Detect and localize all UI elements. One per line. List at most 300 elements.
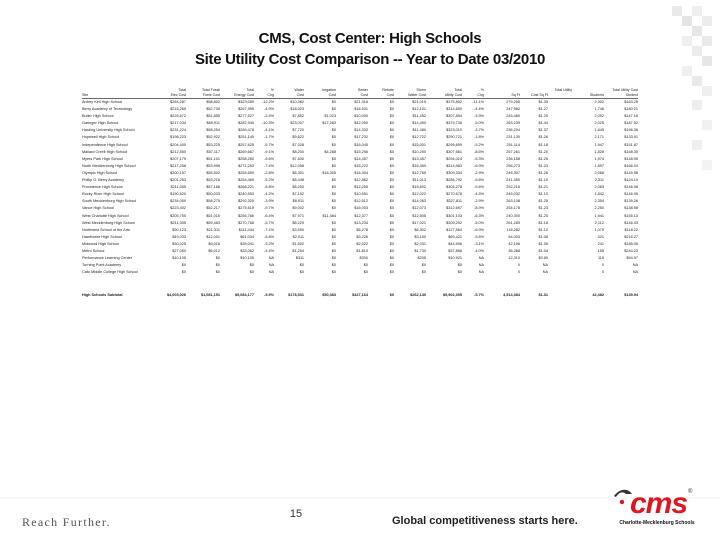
table-cell: $0 <box>249 270 254 275</box>
table-cell: Rocky River High School <box>82 192 124 197</box>
table-cell: NA <box>478 256 484 261</box>
total-cell: 42,482 <box>592 293 604 298</box>
table-cell: $11,480 <box>412 128 426 133</box>
table-cell: $0 <box>389 256 394 261</box>
total-cell: $50,383 <box>322 293 336 298</box>
table-cell: $225,672 <box>170 114 186 119</box>
table-cell: $12,058 <box>290 163 304 168</box>
table-cell: $50,033 <box>206 192 220 197</box>
table-cell: $16,003 <box>354 206 368 211</box>
table-cell: $292,325 <box>238 199 254 204</box>
table-cell: NA <box>268 256 274 261</box>
table-cell: $0 <box>331 142 336 147</box>
reach-further-logo: Reach Further. <box>22 515 111 529</box>
table-cell: $185.05 <box>624 241 638 246</box>
table-cell: $146.95 <box>624 192 638 197</box>
table-cell: $198,223 <box>170 135 186 140</box>
header-cell: Cost Sq Ft <box>531 92 548 97</box>
table-cell: $37,856 <box>448 248 462 253</box>
table-cell: $307,661 <box>446 149 462 154</box>
table-row <box>82 191 638 198</box>
total-cell: $1,081,151 <box>200 293 220 298</box>
table-cell: $11,484 <box>322 213 336 218</box>
table-row <box>82 120 638 127</box>
table-cell: NA <box>268 270 274 275</box>
table-cell: 1,974 <box>594 156 604 161</box>
table-cell <box>548 156 572 163</box>
table-cell <box>548 234 572 241</box>
table-cell: $3,150 <box>414 234 426 239</box>
table-cell: $271,253 <box>238 163 254 168</box>
table-cell: 263,108 <box>506 199 520 204</box>
table-cell <box>548 142 572 149</box>
table-cell: 2,302 <box>594 100 604 104</box>
table-cell: $0 <box>331 248 336 253</box>
table-cell: $301,103 <box>446 213 462 218</box>
table-cell: $231,224 <box>170 128 186 133</box>
table-cell: 236,204 <box>506 128 520 133</box>
table-cell: $0 <box>389 142 394 147</box>
table-cell: Hawthorne High School <box>82 234 122 239</box>
table-cell: $294,024 <box>446 156 462 161</box>
table-cell: $0 <box>389 178 394 183</box>
header-cell: Cost <box>386 92 394 97</box>
table-cell: $9,622 <box>292 135 304 140</box>
table-cell: $27,050 <box>172 248 186 253</box>
header-cell: Elec Cost <box>170 92 186 97</box>
table-cell: 2,171 <box>594 135 604 140</box>
table-cell: -3.2% <box>264 241 274 246</box>
table-cell: -2.9% <box>474 170 484 175</box>
table-cell: $139.26 <box>624 199 638 204</box>
table-cell: -5.8% <box>264 234 274 239</box>
table-cell: $4,288 <box>324 149 336 154</box>
table-row <box>82 205 638 212</box>
table-cell: $118.22 <box>624 227 638 232</box>
table-cell: -11.1% <box>472 100 484 104</box>
table-row <box>82 198 638 205</box>
table-cell: $0 <box>389 100 394 104</box>
table-cell <box>548 213 572 220</box>
table-cell: -2.4% <box>264 114 274 119</box>
table-cell: -4.1% <box>264 128 274 133</box>
header-cell: Energy Cost <box>234 92 254 97</box>
table-cell: $0 <box>421 263 426 268</box>
table-cell: $0 <box>389 241 394 246</box>
table-cell: $13,234 <box>354 220 368 225</box>
table-cell: $1.26 <box>538 170 548 175</box>
total-cell: -5.9% <box>264 293 274 298</box>
table-cell: $0 <box>181 270 186 275</box>
table-row <box>82 156 638 163</box>
table-cell: Mallard Creek High School <box>82 149 128 154</box>
table-cell: $1.25 <box>538 199 548 204</box>
header-cell: Rebate <box>382 88 394 92</box>
table-cell: $0.89 <box>538 256 548 261</box>
table-cell: $127,564 <box>446 227 462 232</box>
table-cell: $0 <box>331 263 336 268</box>
table-cell: $0 <box>389 156 394 161</box>
table-cell: $52,217 <box>206 206 220 211</box>
table-row <box>82 170 638 177</box>
table-cell: $0 <box>389 114 394 119</box>
table-cell: $12,512 <box>354 199 368 204</box>
table-cell: $21,015 <box>412 100 426 104</box>
table-cell: 261,289 <box>506 220 520 225</box>
table-cell: 1,897 <box>594 163 604 168</box>
table-cell: 256,273 <box>506 163 520 168</box>
total-cell: $4,003,026 <box>166 293 186 298</box>
table-cell: $0 <box>389 220 394 225</box>
table-cell: $10,921 <box>448 256 462 261</box>
table-cell: $146.08 <box>624 185 638 190</box>
table-cell: $0 <box>389 107 394 112</box>
table-cell: $0 <box>389 227 394 232</box>
table-cell: $12,722 <box>412 135 426 140</box>
table-cell: -2.9% <box>474 199 484 204</box>
table-cell: $0 <box>249 263 254 268</box>
table-cell: -4.9% <box>264 107 274 112</box>
table-cell: 0 <box>517 270 520 275</box>
table-cell <box>548 120 572 127</box>
page-subtitle: Site Utility Cost Comparison -- Year to Date 03/2010 <box>194 51 546 68</box>
total-cell <box>548 292 572 299</box>
table-cell: $12,022 <box>412 192 426 197</box>
table-cell: Ardrey Kell High School <box>82 100 123 104</box>
table-cell: $304,278 <box>446 185 462 190</box>
table-cell: $0 <box>389 248 394 253</box>
table-cell: $0 <box>331 192 336 197</box>
header-cell: Chg <box>477 92 484 97</box>
table-cell: 2,354 <box>594 199 604 204</box>
table-cell: $58,275 <box>206 199 220 204</box>
table-cell: 236,158 <box>506 156 520 161</box>
table-cell: $16,531 <box>354 107 368 112</box>
table-row <box>82 241 638 248</box>
table-cell <box>548 184 572 191</box>
table-cell <box>548 248 572 255</box>
table-cell: North Mecklenburg High School <box>82 163 136 168</box>
table-cell: -4.0% <box>474 248 484 253</box>
table-row <box>82 127 638 134</box>
table-cell: $0 <box>331 256 336 261</box>
table-cell <box>548 170 572 177</box>
table-cell: $1.19 <box>538 178 548 183</box>
table-cell: $375,802 <box>446 100 462 104</box>
table-cell: $207,179 <box>170 156 186 161</box>
table-cell: $1.04 <box>538 248 548 253</box>
table-cell: Independence High School <box>82 142 128 147</box>
table-cell: $1.08 <box>538 234 548 239</box>
table-cell: $10,951 <box>354 192 368 197</box>
table-cell: $7,971 <box>292 213 304 218</box>
table-cell: $327,811 <box>446 199 462 204</box>
table-cell: 263,239 <box>506 121 520 126</box>
table-cell: $12,765 <box>412 170 426 175</box>
table-cell: -6.4% <box>264 213 274 218</box>
table-cell: 2,025 <box>594 121 604 126</box>
table-cell: $52,922 <box>206 135 220 140</box>
table-cell: $215,265 <box>170 107 186 112</box>
table-cell: $155.13 <box>624 213 638 218</box>
table-cell: $8,448 <box>292 178 304 183</box>
table-cell: $17,021 <box>412 220 426 225</box>
table-cell: -5.2% <box>474 142 484 147</box>
table-cell: $0 <box>389 234 394 239</box>
total-cell: $5,084,177 <box>234 293 254 298</box>
header-cell: % <box>270 88 274 92</box>
cms-logo-subtext: Charlotte-Mecklenburg Schools <box>619 520 695 526</box>
table-cell: $16,305 <box>322 170 336 175</box>
total-cell: $139.94 <box>624 293 638 298</box>
table-cell: 279,255 <box>506 100 520 104</box>
table-cell: $1.23 <box>538 206 548 211</box>
table-cell: $14,332 <box>354 128 368 133</box>
table-cell: 254,178 <box>506 206 520 211</box>
table-cell: 2,083 <box>594 185 604 190</box>
table-cell: 1,947 <box>594 142 604 147</box>
table-row <box>82 220 638 227</box>
table-cell: $15,256 <box>354 149 368 154</box>
table-cell: $8,200 <box>292 149 304 154</box>
table-cell: $17,283 <box>322 121 336 126</box>
table-cell: South Mecklenburg High School <box>82 199 137 204</box>
table-cell: $201,253 <box>170 178 186 183</box>
table-cell: $10,105 <box>240 256 254 261</box>
table-cell: -7.1% <box>264 227 274 232</box>
table-cell: $90,123 <box>172 227 186 232</box>
table-cell: $7,028 <box>292 142 304 147</box>
table-cell <box>548 198 572 205</box>
table-cell: $51,101 <box>206 156 220 161</box>
table-cell: NA <box>632 263 638 268</box>
total-cell: $5,902,395 <box>442 293 462 298</box>
table-cell: $15,602 <box>412 185 426 190</box>
table-cell: $289,478 <box>238 128 254 133</box>
table-cell: $211,055 <box>170 185 186 190</box>
table-row <box>82 234 638 241</box>
table-cell: -5.7% <box>264 142 274 147</box>
table-cell: $205,750 <box>170 213 186 218</box>
table-cell: $69,421 <box>448 234 462 239</box>
table-cell: $0 <box>215 263 220 268</box>
table-cell: 115 <box>597 256 604 261</box>
table-cell: $323,010 <box>446 128 462 133</box>
table-cell: $16,045 <box>354 142 368 147</box>
table-cell: $0 <box>331 270 336 275</box>
table-cell: $57,117 <box>206 149 220 154</box>
table-cell: $256,766 <box>238 213 254 218</box>
table-cell <box>548 255 572 262</box>
table-cell <box>548 269 572 276</box>
table-cell: Midwood High School <box>82 241 119 246</box>
table-cell: NA <box>542 270 548 275</box>
table-cell <box>548 227 572 234</box>
total-cell: $327,164 <box>352 293 368 298</box>
table-cell: $200,157 <box>170 170 186 175</box>
total-cell: $262,140 <box>410 293 426 298</box>
table-cell: $14,063 <box>412 199 426 204</box>
table-total-row <box>82 292 638 299</box>
table-cell: $0 <box>331 206 336 211</box>
table-cell: $0 <box>457 270 462 275</box>
table-cell: 240,300 <box>506 213 520 218</box>
table-cell: 2,112 <box>594 220 604 225</box>
table-cell: $53,216 <box>206 178 220 183</box>
table-cell: $10,105 <box>172 256 186 261</box>
table-cell: $15,222 <box>354 163 368 168</box>
table-cell: 0 <box>517 263 520 268</box>
header-cell: Students <box>589 92 604 97</box>
table-cell: -1.8% <box>474 135 484 140</box>
table-cell: Phillip O. Berry Academy <box>82 178 124 183</box>
table-cell: $0 <box>389 213 394 218</box>
table-cell: -5.6% <box>474 234 484 239</box>
table-cell: $14,457 <box>354 156 368 161</box>
table-cell: $255,659 <box>238 170 254 175</box>
table-cell: $1,254 <box>292 248 304 253</box>
table-cell: $0 <box>389 149 394 154</box>
table-row <box>82 248 638 255</box>
table-cell: -12.2% <box>261 100 274 104</box>
table-cell: $1.23 <box>538 163 548 168</box>
table-cell: $0 <box>215 270 220 275</box>
table-cell: $2,022 <box>356 241 368 246</box>
header-cell: Irrigation <box>322 88 336 92</box>
table-cell: $21,311 <box>206 227 220 232</box>
table-cell: -3.9% <box>264 199 274 204</box>
table-cell: $39,041 <box>240 241 254 246</box>
total-cell: $178,531 <box>288 293 304 298</box>
header-cell: Cost <box>296 92 304 97</box>
table-cell: $2,011 <box>292 234 304 239</box>
table-cell: $124.10 <box>624 178 638 183</box>
table-cell: $53,225 <box>206 142 220 147</box>
table-cell: $1.18 <box>538 142 548 147</box>
table-cell: NA <box>542 263 548 268</box>
table-cell: $187.52 <box>624 121 638 126</box>
table-cell: 42,106 <box>508 241 520 246</box>
table-cell: $0 <box>181 263 186 268</box>
table-cell: $196.36 <box>624 128 638 133</box>
table-cell: Berry Academy of Technology <box>82 107 133 112</box>
table-cell: $1.26 <box>538 135 548 140</box>
table-cell: $23,007 <box>290 121 304 126</box>
table-cell: $204,400 <box>170 142 186 147</box>
table-cell: $275,619 <box>238 206 254 211</box>
table-cell: Garinger High School <box>82 121 119 126</box>
table-cell: $205 <box>417 256 426 261</box>
table-cell: $0 <box>363 270 368 275</box>
table-cell: 246,307 <box>506 170 520 175</box>
table-cell: $300 <box>359 256 368 261</box>
table-cell: $1.37 <box>538 128 548 133</box>
table-cell: $244.23 <box>624 248 638 253</box>
table-cell: 2,311 <box>594 178 604 183</box>
table-cell: $1,810 <box>356 248 368 253</box>
table-cell: $309,334 <box>446 170 462 175</box>
table-row <box>82 142 638 149</box>
table-cell: $11,452 <box>412 114 426 119</box>
table-cell: $0 <box>331 220 336 225</box>
table-cell: Providence High School <box>82 185 123 190</box>
table-cell <box>548 191 572 198</box>
table-cell: $12,505 <box>412 213 426 218</box>
table-cell: $61,034 <box>240 234 254 239</box>
table-cell: $57,166 <box>206 185 220 190</box>
table-cell: $10,250 <box>412 149 426 154</box>
table-cell: 231,130 <box>506 135 520 140</box>
table-cell: $2,031 <box>414 241 426 246</box>
table-cell: -3.7% <box>474 128 484 133</box>
table-cell: $9,016 <box>208 241 220 246</box>
table-cell: $0 <box>389 263 394 268</box>
table-cell: $12,255 <box>354 185 368 190</box>
table-cell: 36,288 <box>508 248 520 253</box>
table-cell: -9.1% <box>264 149 274 154</box>
table-cell: $1.20 <box>538 149 548 154</box>
table-cell: 2,068 <box>594 170 604 175</box>
cms-logo: cms <box>630 487 688 520</box>
table-cell: $138.98 <box>624 206 638 211</box>
table-cell: 0 <box>601 263 604 268</box>
table-row <box>82 99 638 106</box>
table-row <box>82 113 638 120</box>
table-cell: $1.35 <box>538 100 548 104</box>
table-cell: Hopewell High School <box>82 135 120 140</box>
table-cell: $51,855 <box>206 114 220 119</box>
header-cell <box>548 93 572 98</box>
table-cell: $21,316 <box>354 100 368 104</box>
table-cell <box>548 149 572 156</box>
table-cell: $0 <box>389 121 394 126</box>
table-cell: $270,768 <box>238 220 254 225</box>
table-cell: -5.6% <box>474 178 484 183</box>
table-cell: -8.6% <box>474 149 484 154</box>
table-cell: -5.6% <box>264 156 274 161</box>
table-cell: $309,252 <box>446 220 462 225</box>
table-cell: $180.21 <box>624 107 638 112</box>
table-cell: $0 <box>363 263 368 268</box>
table-cell: $8,229 <box>292 220 304 225</box>
table-row <box>82 177 638 184</box>
table-cell: $3,550 <box>292 227 304 232</box>
table-cell: $6,302 <box>414 227 426 232</box>
page-number: 15 <box>289 508 303 520</box>
table-cell: $1.06 <box>538 241 548 246</box>
table-cell: $133.91 <box>624 135 638 140</box>
table-row <box>82 262 638 269</box>
header-cell: Site <box>82 92 89 97</box>
table-cell: 1,842 <box>594 192 604 197</box>
table-cell: -4.2% <box>264 192 274 197</box>
table-cell: $1,023 <box>324 114 336 119</box>
table-cell: $59,463 <box>206 220 220 225</box>
table-cell: -5.6% <box>474 185 484 190</box>
table-cell: $148.95 <box>624 156 638 161</box>
table-cell: $94.97 <box>626 256 638 261</box>
table-cell: $1,502 <box>292 241 304 246</box>
table-cell: $7,852 <box>292 114 304 119</box>
table-cell: Butler High School <box>82 114 114 119</box>
table-cell: $0 <box>215 256 220 261</box>
table-cell: 245,032 <box>506 192 520 197</box>
table-cell: $0 <box>389 199 394 204</box>
table-cell: $240,553 <box>238 192 254 197</box>
table-cell <box>548 177 572 184</box>
table-cell: $168.30 <box>624 149 638 154</box>
table-cell: $12,862 <box>354 178 368 183</box>
